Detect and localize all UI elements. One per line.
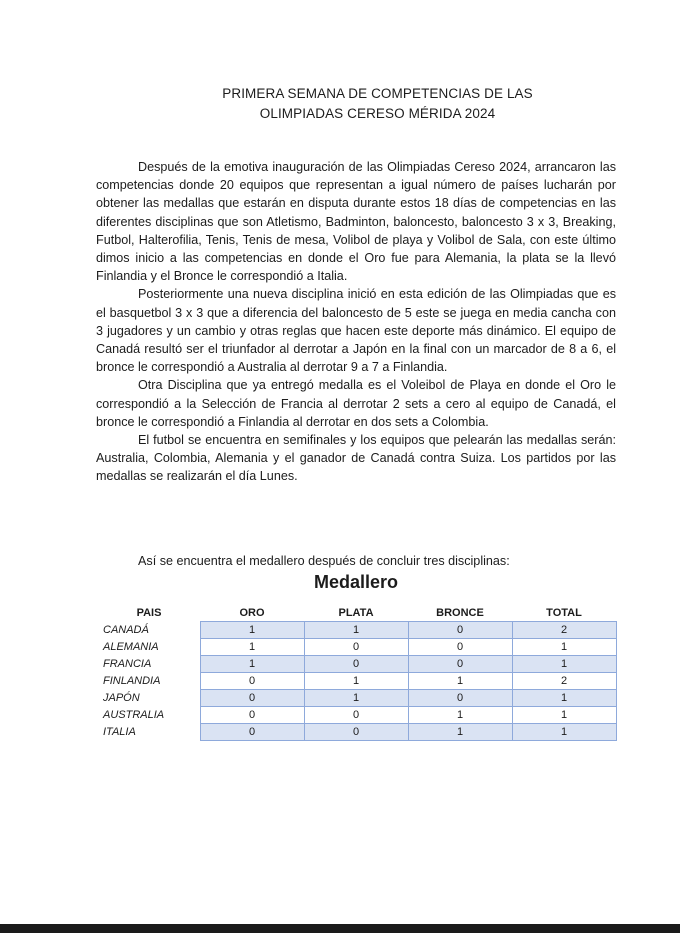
country-cell: ITALIA xyxy=(103,726,136,738)
bronce-cell: 0 xyxy=(408,656,512,673)
plata-cell: 0 xyxy=(304,639,408,656)
oro-cell: 0 xyxy=(200,724,304,741)
paragraph: Después de la emotiva inauguración de las Olimpiadas Cereso 2024, arrancaron las competencias donde 20 equipos que representan a igual número de países lucharán por obtener las medallas que estarán en disputa durante estos 18 días de competencias en las diferentes disciplinas que son Atletismo, Badminton, baloncesto, baloncesto 3 x 3, Breaking, Futbol, Halterofilia, Tenis, Tenis de mesa, Volibol de playa y Volibol de Sala, con este último dimos inicio a las competencias en donde el Oro fue para Alemania, la plata se la llevó Finlandia y el Bronce le correspondió a Italia. xyxy=(96,160,616,284)
country-cell: ALEMANIA xyxy=(103,641,159,653)
total-cell: 1 xyxy=(512,724,616,741)
oro-cell: 1 xyxy=(200,656,304,673)
table-row xyxy=(98,673,616,690)
total-cell: 2 xyxy=(512,673,616,690)
country-cell: AUSTRALIA xyxy=(103,709,165,721)
paragraph: Otra Disciplina que ya entregó medalla es el Voleibol de Playa en donde el Oro le correspondió a la Selección de Francia al derrotar 2 sets a cero al equipo de Canadá, el bronce le correspondió a Finlandia al derrotar en dos sets a Colombia. xyxy=(96,378,616,429)
country-cell: JAPÓN xyxy=(103,692,140,704)
table-row xyxy=(98,724,616,741)
paragraph: Posteriormente una nueva disciplina inició en esta edición de las Olimpiadas que es el basquetbol 3 x 3 que a diferencia del baloncesto de 5 este se juega en media cancha con 3 jugadores y un cambio y otras reglas que hacen este deporte más dinámico. El equipo de Canadá resultó ser el triunfador al derrotar a Japón en la final con un marcador de 8 a 6, el bronce le correspondió a Australia al derrotar 9 a 7 a Finlandia. xyxy=(96,287,616,375)
paragraph: El futbol se encuentra en semifinales y los equipos que pelearán las medallas serán: Australia, Colombia, Alemania y el ganador de Canadá contra Suiza. Los partidos por las medallas se realizarán el día Lunes. xyxy=(96,433,616,484)
table-row xyxy=(98,656,616,673)
plata-cell: 0 xyxy=(304,656,408,673)
medal-table xyxy=(98,605,617,741)
oro-cell: 0 xyxy=(200,690,304,707)
title-line-1: PRIMERA SEMANA DE COMPETENCIAS DE LAS xyxy=(222,86,533,101)
total-cell: 1 xyxy=(512,690,616,707)
table-header-row xyxy=(98,605,616,622)
bronce-cell: 1 xyxy=(408,673,512,690)
bronce-cell: 0 xyxy=(408,639,512,656)
country-cell: FRANCIA xyxy=(103,658,152,670)
oro-cell: 0 xyxy=(200,707,304,724)
plata-cell: 0 xyxy=(304,707,408,724)
plata-cell: 0 xyxy=(304,724,408,741)
bottom-edge-bar xyxy=(0,924,680,933)
article-body xyxy=(96,158,616,486)
table-row xyxy=(98,639,616,656)
bronce-cell: 0 xyxy=(408,690,512,707)
bronce-cell: 0 xyxy=(408,622,512,639)
oro-cell: 1 xyxy=(200,622,304,639)
table-row xyxy=(98,622,616,639)
oro-cell: 0 xyxy=(200,673,304,690)
total-cell: 1 xyxy=(512,707,616,724)
table-row xyxy=(98,707,616,724)
bronce-cell: 1 xyxy=(408,707,512,724)
total-cell: 1 xyxy=(512,656,616,673)
header-oro: ORO xyxy=(239,607,265,619)
plata-cell: 1 xyxy=(304,690,408,707)
medal-table-title: Medallero xyxy=(313,572,399,592)
title-line-2: OLIMPIADAS CERESO MÉRIDA 2024 xyxy=(259,106,496,121)
document-title xyxy=(0,84,680,124)
bronce-cell: 1 xyxy=(408,724,512,741)
medal-table-intro: Así se encuentra el medallero después de concluir tres disciplinas: xyxy=(138,554,510,568)
header-total: TOTAL xyxy=(546,607,582,619)
header-plata: PLATA xyxy=(338,607,374,619)
total-cell: 1 xyxy=(512,639,616,656)
header-pais: PAIS xyxy=(136,607,162,620)
oro-cell: 1 xyxy=(200,639,304,656)
total-cell: 2 xyxy=(512,622,616,639)
country-cell: FINLANDIA xyxy=(103,675,161,687)
plata-cell: 1 xyxy=(304,622,408,639)
country-cell: CANADÁ xyxy=(103,624,149,636)
plata-cell: 1 xyxy=(304,673,408,690)
header-bronce: BRONCE xyxy=(436,607,484,619)
table-row xyxy=(98,690,616,707)
